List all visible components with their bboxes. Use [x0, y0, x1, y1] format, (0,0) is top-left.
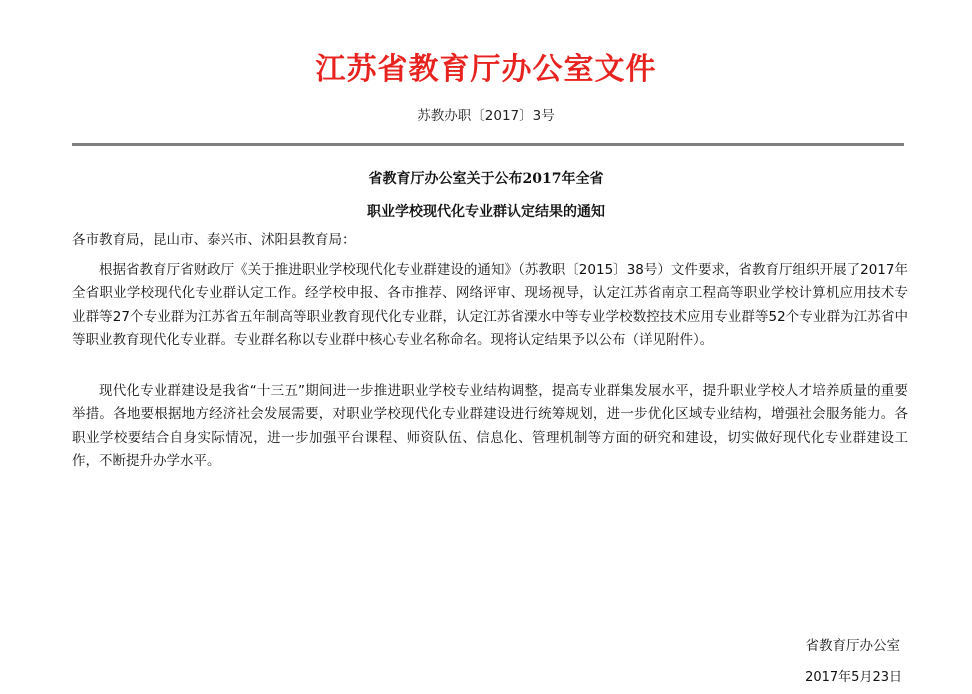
notice-title-line-2: 职业学校现代化专业群认定结果的通知 — [367, 204, 605, 220]
document-header-title: 江苏省教育厅办公室文件 — [315, 52, 657, 87]
notice-title-line-1: 省教育厅办公室关于公布2017年全省 — [368, 171, 604, 187]
document-number: 苏教办职〔2017〕3号 — [417, 108, 555, 124]
header-divider — [72, 143, 904, 146]
issuer-signature: 省教育厅办公室 — [805, 638, 900, 654]
addressee: 各市教育局，昆山市、泰兴市、沭阳县教育局： — [72, 232, 356, 248]
body-paragraph-1: 根据省教育厅省财政厅《关于推进职业学校现代化专业群建设的通知》（苏教职〔2015〕38号）文件要求，省教育厅组织开展了2017年全省职业学校现代化专业群认定工作。经学校申报、各市推荐、网络评审、现场视导，认定江苏省南京工程高等职业学校计算机应用技术专业群等27个专业群为江苏省五年制高等职业教育现代化专业群，认定江苏省溧水中等专业学校数控技术应用专业群等52个专业群为江苏省中等职业教育现代化专业群。专业群名称以专业群中核心专业名称命名。现将认定结果予以公布（详见附件）。 — [72, 262, 908, 349]
issue-date: 2017年5月23日 — [805, 670, 902, 685]
body-paragraph-2: 现代化专业群建设是我省“十三五”期间进一步推进职业学校专业结构调整，提高专业群集发展水平，提升职业学校人才培养质量的重要举措。各地要根据地方经济社会发展需要，对职业学校现代化专业群建设进行统筹规划，进一步优化区域专业结构，增强社会服务能力。各职业学校要结合自身实际情况，进一步加强平台课程、师资队伍、信息化、管理机制等方面的研究和建设，切实做好现代化专业群建设工作，不断提升办学水平。 — [72, 383, 908, 470]
